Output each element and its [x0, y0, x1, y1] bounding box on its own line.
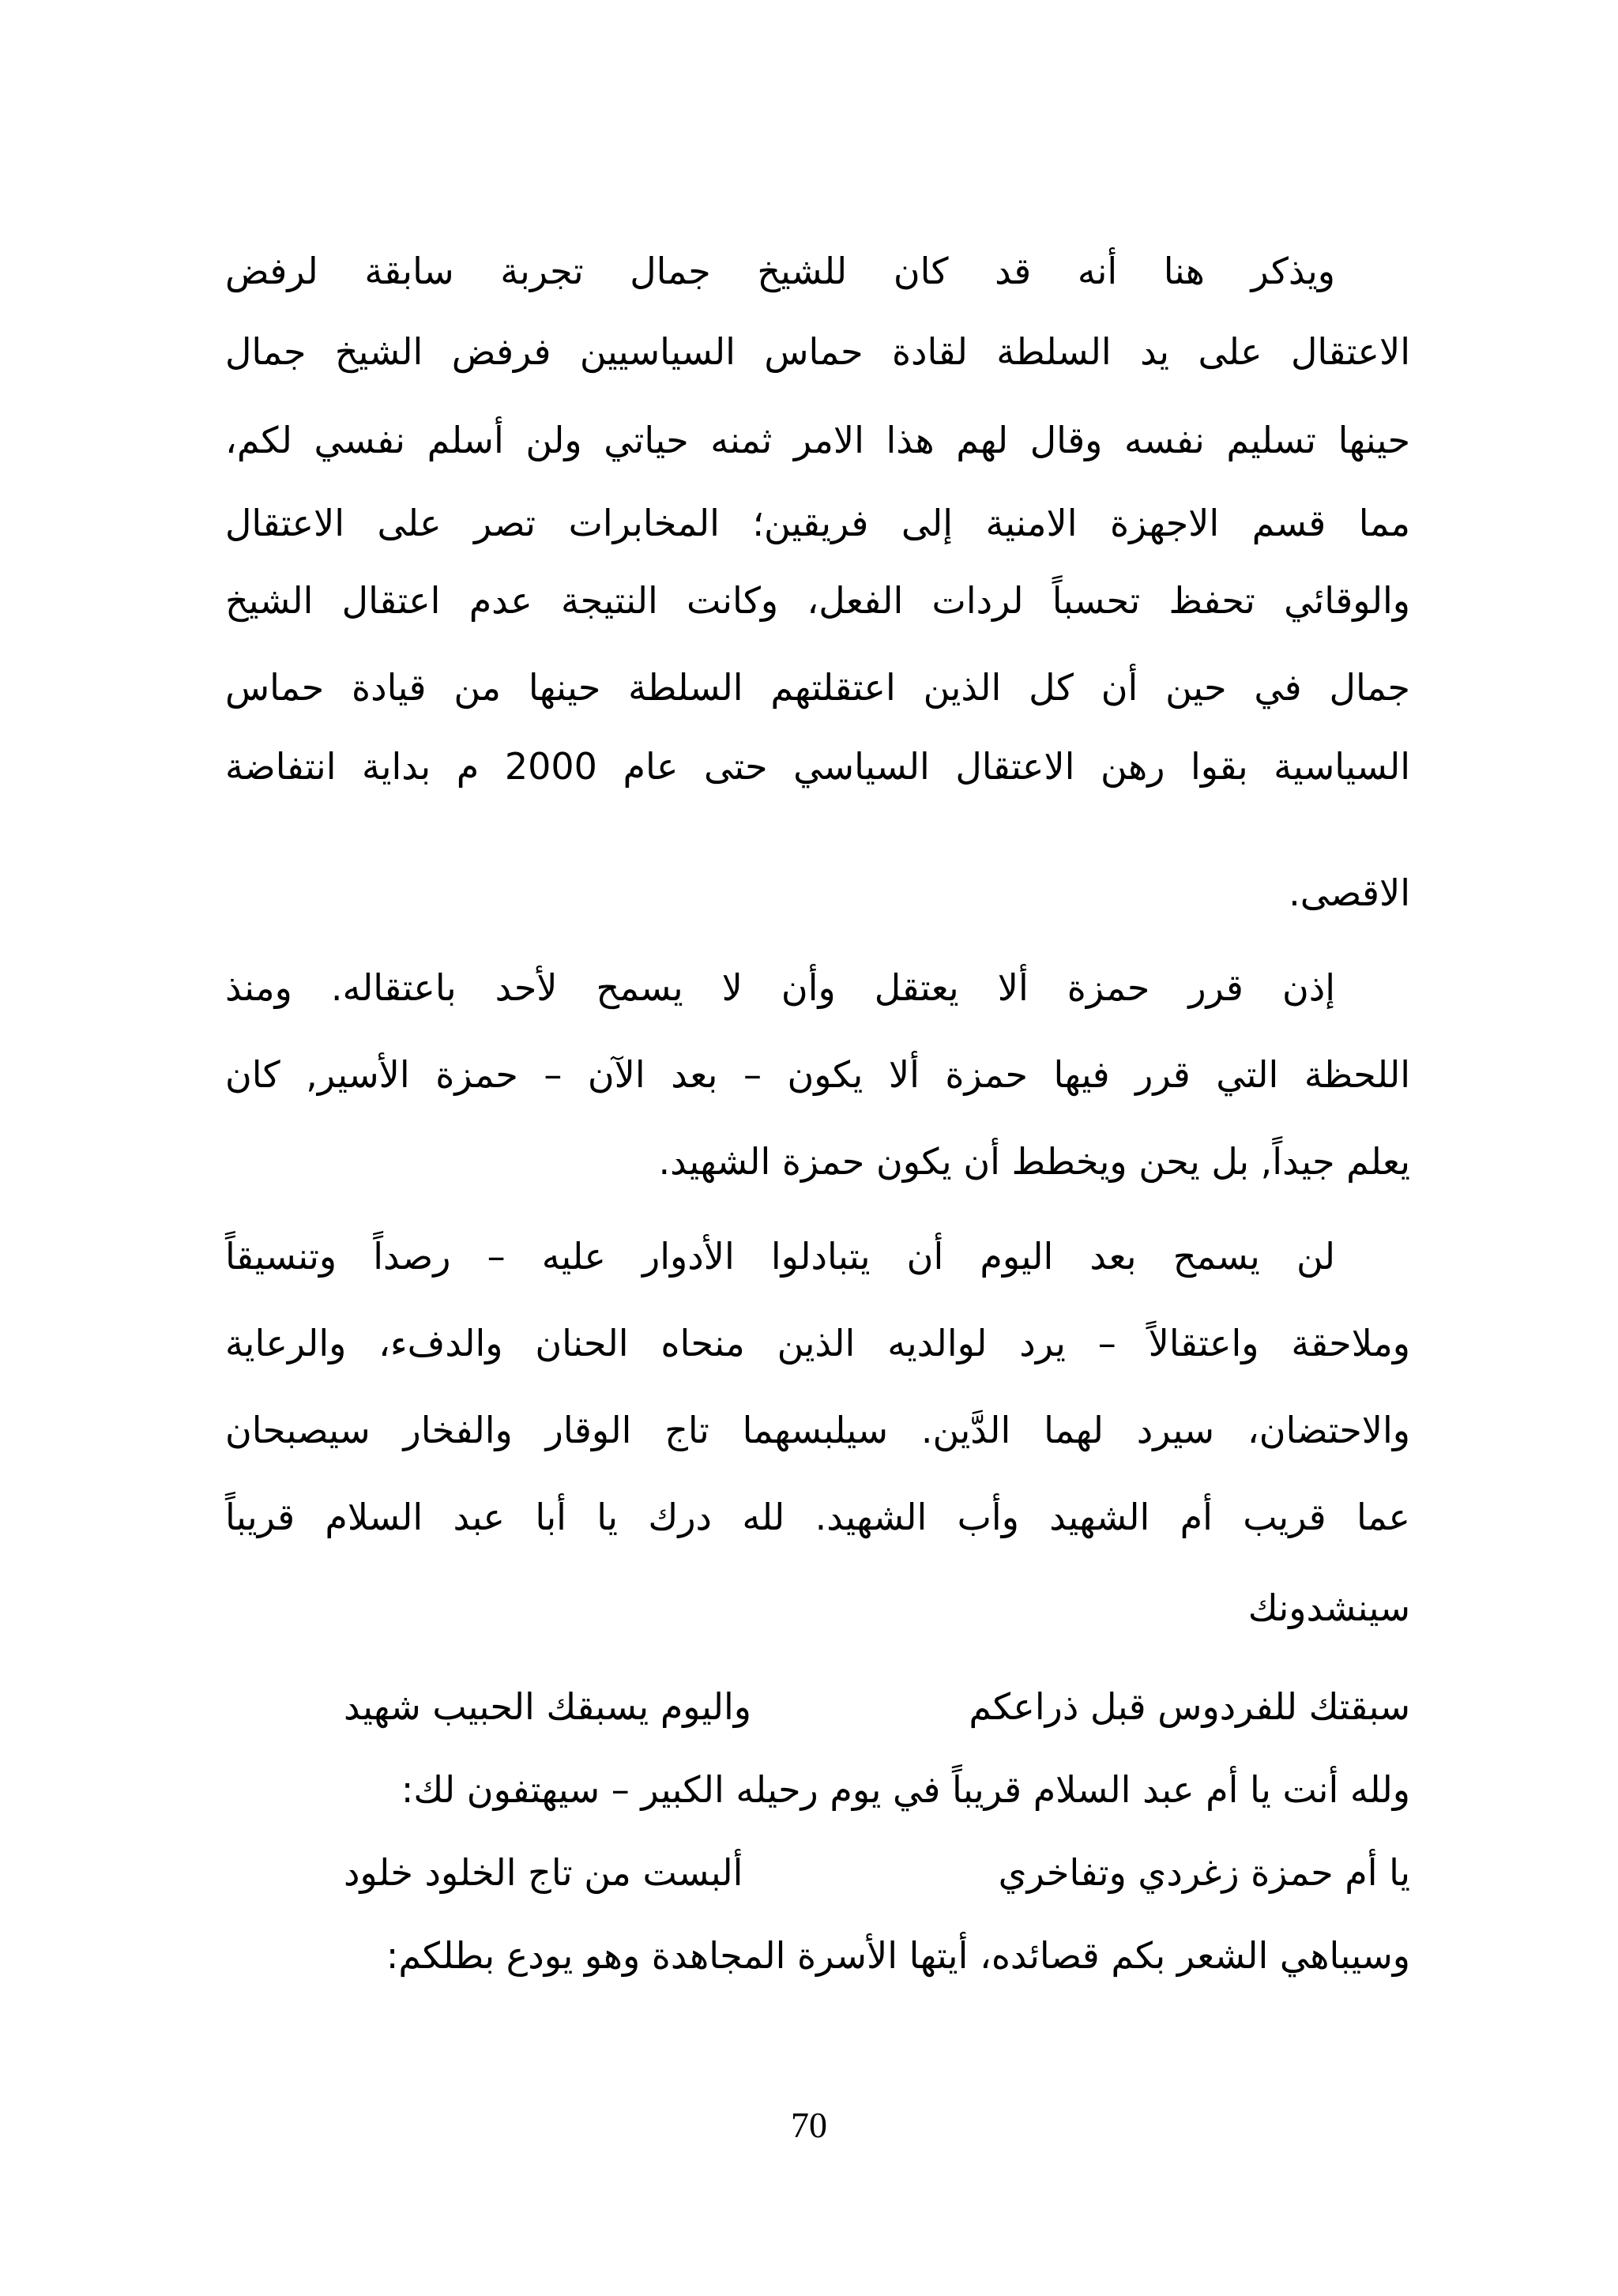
paragraph-3-line-2: وملاحقة واعتقالاً – يرد لوالديه الذين منحاه الحنان والدفء، والرعاية [225, 1322, 1410, 1364]
paragraph-1-line-1: ويذكر هنا أنه قد كان للشيخ جمال تجربة سابقة لرفض [225, 250, 1335, 292]
paragraph-1-line-8: الاقصى. [1289, 871, 1410, 914]
paragraph-3-line-3: والاحتضان، سيرد لهما الدَّين. سيلبسهما تاج الوقار والفخار سيصبحان [225, 1409, 1410, 1451]
paragraph-1-line-6: جمال في حين أن كل الذين اعتقلتهم السلطة حينها من قيادة حماس [225, 666, 1410, 709]
verse-1-first-hemistich: سبقتك للفردوس قبل ذراعكم [969, 1685, 1410, 1728]
closing-line: وسيباهي الشعر بكم قصائده، أيتها الأسرة المجاهدة وهو يودع بطلكم: [386, 1934, 1410, 1977]
paragraph-2-line-3: يعلم جيداً, بل يحن ويخطط أن يكون حمزة الشهيد. [658, 1140, 1410, 1183]
paragraph-3-line-5: سينشدونك [1247, 1586, 1410, 1629]
verse-2-second-hemistich: ألبست من تاج الخلود خلود [344, 1851, 743, 1894]
verse-2 [225, 1833, 1410, 1912]
paragraph-1-line-3: حينها تسليم نفسه وقال لهم هذا الامر ثمنه حياتي ولن أسلم نفسي لكم، [225, 419, 1410, 461]
paragraph-1-line-5: والوقائي تحفظ تحسباً لردات الفعل، وكانت النتيجة عدم اعتقال الشيخ [225, 579, 1410, 622]
paragraph-1-line-2: الاعتقال على يد السلطة لقادة حماس السياسيين فرفض الشيخ جمال [225, 330, 1410, 373]
paragraph-2-line-2: اللحظة التي قرر فيها حمزة ألا يكون – بعد الآن – حمزة الأسير, كان [225, 1053, 1410, 1096]
verse-2-first-hemistich: يا أم حمزة زغردي وتفاخري [998, 1851, 1410, 1894]
verse-1-second-hemistich: واليوم يسبقك الحبيب شهيد [344, 1685, 751, 1728]
paragraph-2-line-1: إذن قرر حمزة ألا يعتقل وأن لا يسمح لأحد باعتقاله. ومنذ [225, 966, 1335, 1009]
paragraph-1-line-7: السياسية بقوا رهن الاعتقال السياسي حتى عام 2000 م بداية انتفاضة [225, 745, 1410, 788]
verse-1 [225, 1667, 1410, 1746]
paragraph-3-line-4: عما قريب أم الشهيد وأب الشهيد. لله درك يا أبا عبد السلام قريباً [225, 1496, 1410, 1538]
paragraph-1-line-4: مما قسم الاجهزة الامنية إلى فريقين؛ المخابرات تصر على الاعتقال [225, 502, 1410, 544]
line-after-verse-1: ولله أنت يا أم عبد السلام قريباً في يوم رحيله الكبير – سيهتفون لك: [401, 1768, 1410, 1811]
page-number: 70 [791, 2105, 827, 2145]
paragraph-3-line-1: لن يسمح بعد اليوم أن يتبادلوا الأدوار عليه – رصداً وتنسيقاً [225, 1235, 1335, 1278]
